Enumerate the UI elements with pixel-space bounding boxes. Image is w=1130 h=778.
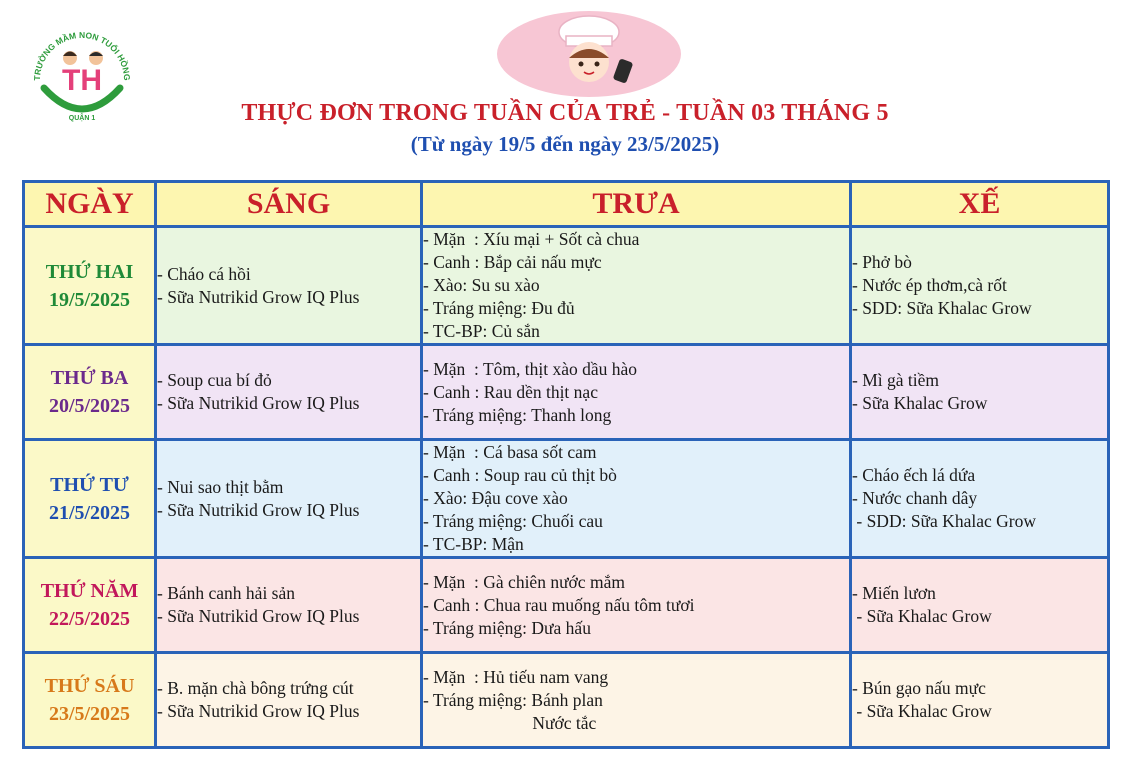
day-date: 22/5/2025 bbox=[48, 608, 131, 630]
menu-row-thursday bbox=[24, 558, 1109, 653]
menu-item: - Sữa Khalac Grow bbox=[852, 606, 992, 626]
lunch-cell bbox=[422, 440, 851, 558]
day-cell bbox=[24, 227, 156, 345]
day-name: THỨ BA bbox=[50, 367, 129, 389]
menu-item: - Sữa Khalac Grow bbox=[852, 701, 992, 721]
chef-girl-illustration bbox=[496, 10, 682, 98]
day-name: THỨ SÁU bbox=[44, 675, 135, 697]
menu-item: - Cháo ếch lá dứa bbox=[852, 465, 976, 485]
menu-row-tuesday bbox=[24, 345, 1109, 440]
menu-item: - Canh : Bắp cải nấu mực bbox=[423, 252, 602, 272]
svg-text:TRƯỜNG MẦM NON TUỔI HỒNG: TRƯỜNG MẦM NON TUỔI HỒNG bbox=[31, 29, 133, 81]
menu-item: - Sữa Nutrikid Grow IQ Plus bbox=[157, 606, 360, 626]
day-name: THỨ HAI bbox=[45, 260, 134, 283]
afternoon-cell bbox=[851, 345, 1109, 440]
morning-cell bbox=[156, 653, 422, 748]
afternoon-cell bbox=[851, 440, 1109, 558]
menu-item: - Soup cua bí đỏ bbox=[157, 370, 272, 390]
menu-item: - Mặn : Tôm, thịt xào dầu hào bbox=[423, 358, 638, 379]
menu-item: - Sữa Nutrikid Grow IQ Plus bbox=[157, 701, 360, 721]
lunch-cell bbox=[422, 227, 851, 345]
day-cell bbox=[24, 653, 156, 748]
day-name: THỨ NĂM bbox=[40, 580, 139, 602]
day-date: 20/5/2025 bbox=[48, 395, 131, 417]
menu-item: - Miến lươn bbox=[852, 583, 936, 603]
header-row bbox=[24, 182, 1109, 227]
menu-item: - Sữa Khalac Grow bbox=[852, 393, 988, 413]
day-name: THỨ TƯ bbox=[50, 473, 129, 496]
menu-item: - Sữa Nutrikid Grow IQ Plus bbox=[157, 499, 360, 520]
menu-item: - Nước chanh dây bbox=[852, 488, 978, 508]
menu-item: - Bún gạo nấu mực bbox=[852, 678, 986, 698]
menu-item: - Canh : Soup rau củ thịt bò bbox=[423, 465, 617, 485]
menu-item: - Mặn : Hủ tiếu nam vang bbox=[423, 666, 609, 687]
day-cell bbox=[24, 440, 156, 558]
day-date: 23/5/2025 bbox=[48, 703, 131, 725]
menu-item: - Nước ép thơm,cà rốt bbox=[852, 275, 1007, 295]
morning-cell bbox=[156, 558, 422, 653]
menu-title: THỰC ĐƠN TRONG TUẦN CỦA TRẺ - TUẦN 03 THÁNG 5 bbox=[241, 100, 889, 126]
menu-item: - TC-BP: Mận bbox=[423, 534, 524, 554]
menu-item: - Sữa Nutrikid Grow IQ Plus bbox=[157, 393, 360, 413]
menu-item: Nước tắc bbox=[423, 712, 597, 733]
menu-item: - Tráng miệng: Dưa hấu bbox=[423, 617, 591, 638]
menu-item: - Canh : Chua rau muống nấu tôm tươi bbox=[423, 594, 695, 615]
menu-item: - Mặn : Cá basa sốt cam bbox=[423, 442, 597, 462]
menu-item: - Nui sao thịt bằm bbox=[157, 476, 284, 497]
header-afternoon: XẾ bbox=[851, 182, 1109, 227]
menu-item: - Bánh canh hải sản bbox=[157, 583, 296, 603]
menu-item: - Tráng miệng: Chuối cau bbox=[423, 511, 603, 531]
day-cell bbox=[24, 345, 156, 440]
morning-cell bbox=[156, 227, 422, 345]
afternoon-cell bbox=[851, 227, 1109, 345]
menu-item: - Phở bò bbox=[852, 252, 912, 272]
header-day: NGÀY bbox=[24, 182, 156, 227]
day-cell bbox=[24, 558, 156, 653]
date-range-subtitle: (Từ ngày 19/5 đến ngày 23/5/2025) bbox=[410, 132, 720, 156]
lunch-cell bbox=[422, 653, 851, 748]
svg-text:QUẬN 1: QUẬN 1 bbox=[68, 115, 96, 122]
menu-item: - Canh : Rau dền thịt nạc bbox=[423, 381, 598, 402]
header-lunch: TRƯA bbox=[422, 182, 851, 227]
menu-item: - SDD: Sữa Khalac Grow bbox=[852, 511, 1036, 531]
menu-item: - Xào: Đậu cove xào bbox=[423, 488, 568, 508]
menu-item: - SDD: Sữa Khalac Grow bbox=[852, 298, 1032, 318]
menu-row-monday bbox=[24, 227, 1109, 345]
menu-item: - Mặn : Gà chiên nước mắm bbox=[423, 571, 625, 592]
menu-row-wednesday bbox=[24, 440, 1109, 558]
menu-item: - Tráng miệng: Bánh plan bbox=[423, 689, 603, 710]
menu-item: - Sữa Nutrikid Grow IQ Plus bbox=[157, 286, 360, 307]
menu-item: - TC-BP: Củ sắn bbox=[423, 321, 540, 341]
menu-row-friday bbox=[24, 653, 1109, 748]
menu-item: - Mì gà tiềm bbox=[852, 370, 939, 390]
header-morning: SÁNG bbox=[156, 182, 422, 227]
menu-item: - Tráng miệng: Đu đủ bbox=[423, 298, 575, 318]
day-date: 21/5/2025 bbox=[48, 501, 131, 524]
lunch-cell bbox=[422, 558, 851, 653]
menu-item: - B. mặn chà bông trứng cút bbox=[157, 678, 354, 698]
afternoon-cell bbox=[851, 558, 1109, 653]
menu-item: - Mặn : Xíu mại + Sốt cà chua bbox=[423, 229, 640, 249]
morning-cell bbox=[156, 345, 422, 440]
day-date: 19/5/2025 bbox=[48, 288, 131, 311]
menu-item: - Cháo cá hồi bbox=[157, 263, 251, 284]
lunch-cell bbox=[422, 345, 851, 440]
svg-text:TH: TH bbox=[62, 64, 102, 97]
morning-cell bbox=[156, 440, 422, 558]
menu-item: - Xào: Su su xào bbox=[423, 275, 540, 295]
afternoon-cell bbox=[851, 653, 1109, 748]
weekly-menu-table bbox=[22, 180, 1110, 749]
menu-item: - Tráng miệng: Thanh long bbox=[423, 404, 612, 425]
